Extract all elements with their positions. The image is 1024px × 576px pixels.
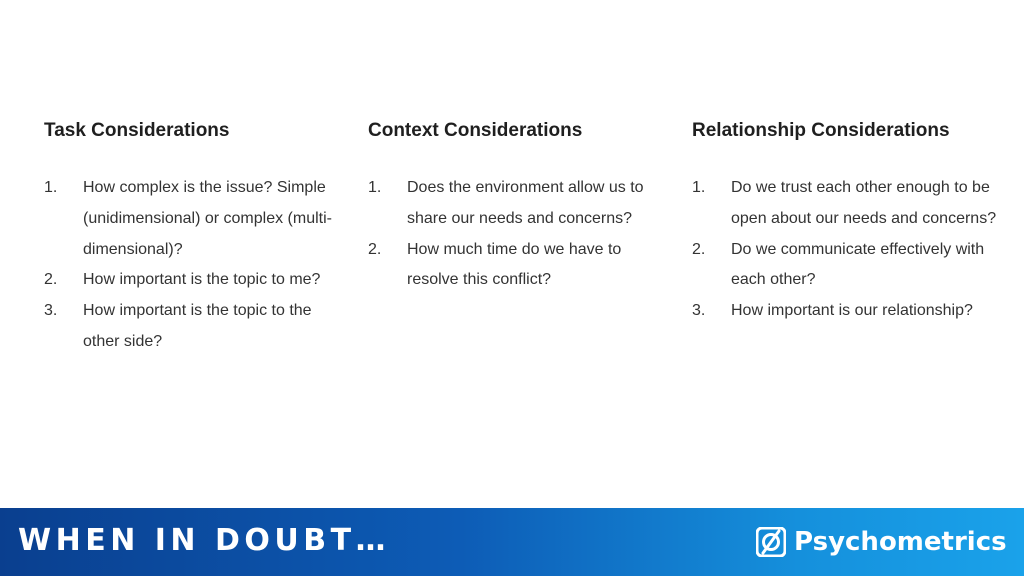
logo-text: Psychometrics bbox=[794, 527, 1007, 557]
footer-banner bbox=[0, 508, 1024, 576]
list-text: How important is the topic to the other side? bbox=[83, 302, 312, 350]
task-considerations-heading: Task Considerations bbox=[44, 120, 230, 141]
list-number: 2. bbox=[44, 271, 58, 289]
list-number: 3. bbox=[692, 302, 706, 320]
list-number: 1. bbox=[692, 179, 706, 196]
task-considerations-list bbox=[44, 173, 344, 358]
task-considerations-column bbox=[44, 118, 344, 358]
list-number: 2. bbox=[692, 240, 706, 258]
context-considerations-heading: Context Considerations bbox=[368, 120, 583, 141]
relationship-considerations-column bbox=[692, 118, 1002, 327]
list-item bbox=[44, 265, 344, 296]
list-text: Does the environment allow us to share our needs and concerns? bbox=[407, 179, 644, 227]
context-considerations-list bbox=[368, 173, 668, 296]
footer-title: WHEN IN DOUBT… bbox=[18, 523, 391, 558]
list-item bbox=[692, 173, 1002, 235]
list-number: 1. bbox=[44, 179, 58, 196]
list-item bbox=[368, 173, 668, 235]
list-number: 2. bbox=[368, 240, 382, 258]
list-text: How important is our relationship? bbox=[731, 302, 973, 320]
list-item bbox=[44, 296, 344, 358]
list-item bbox=[44, 173, 344, 265]
psychometrics-logo-icon bbox=[756, 527, 786, 557]
relationship-considerations-heading: Relationship Considerations bbox=[692, 120, 950, 141]
list-text: Do we communicate effectively with each other? bbox=[731, 240, 985, 289]
list-number: 1. bbox=[368, 179, 382, 196]
list-item bbox=[368, 235, 668, 297]
list-text: Do we trust each other enough to be open about our needs and concerns? bbox=[731, 179, 997, 227]
list-number: 3. bbox=[44, 302, 58, 320]
psychometrics-logo bbox=[756, 526, 1007, 558]
list-text: How important is the topic to me? bbox=[83, 271, 321, 289]
list-item bbox=[692, 235, 1002, 297]
context-considerations-column bbox=[368, 118, 668, 296]
list-text: How complex is the issue? Simple (unidimensional) or complex (multi-dimensional)? bbox=[83, 179, 332, 258]
relationship-considerations-list bbox=[692, 173, 1002, 327]
list-text: How much time do we have to resolve this conflict? bbox=[407, 240, 622, 289]
list-item bbox=[692, 296, 1002, 327]
